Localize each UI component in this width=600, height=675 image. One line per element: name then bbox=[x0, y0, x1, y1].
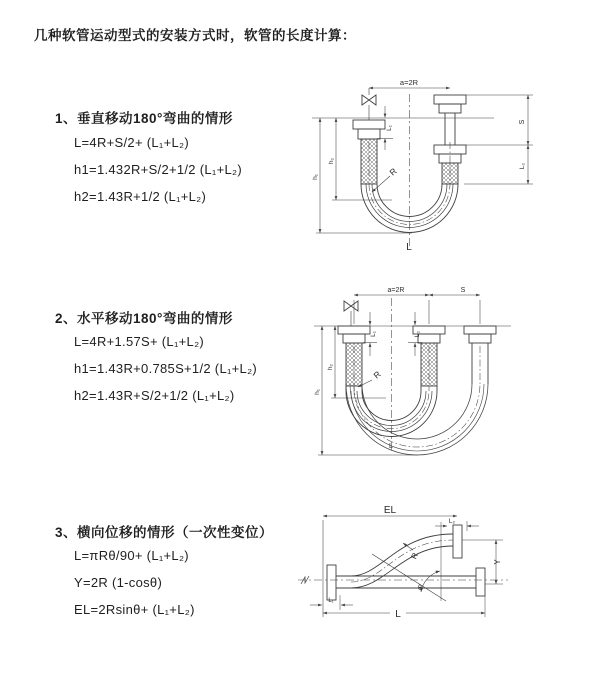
valve-icon bbox=[344, 301, 358, 311]
dim-label-y: Y bbox=[493, 559, 502, 565]
dim-label-theta: θ bbox=[418, 585, 422, 592]
hose-assembly bbox=[298, 522, 508, 601]
dim-label-r: R bbox=[371, 368, 383, 381]
section-2-formula-h1: h1=1.43R+0.785S+1/2 (L₁+L₂) bbox=[74, 361, 258, 376]
hose-assembly bbox=[312, 88, 494, 246]
lower-right-flange bbox=[476, 568, 485, 596]
section-3-heading: 3、横向位移的情形（一次性变位） bbox=[55, 525, 274, 540]
radius-construction-line bbox=[372, 554, 446, 601]
dim-label-l: L bbox=[389, 443, 393, 450]
dim-label-r: R bbox=[387, 165, 399, 178]
dim-label-l2: L₂ bbox=[414, 330, 421, 338]
dimension-lines bbox=[316, 88, 533, 233]
hose-assembly bbox=[314, 298, 511, 455]
dimension-lines bbox=[310, 516, 503, 617]
section-1-formula-h1: h1=1.432R+S/2+1/2 (L₁+L₂) bbox=[74, 162, 242, 177]
diagram-horizontal-180-bend bbox=[306, 276, 600, 468]
theta-angle-arc bbox=[421, 571, 440, 592]
upper-right-flange bbox=[453, 525, 462, 558]
dim-label-el: EL bbox=[383, 505, 397, 516]
dim-label-l1: L₁ bbox=[370, 331, 377, 337]
section-1-heading: 1、垂直移动180°弯曲的情形 bbox=[55, 111, 233, 126]
left-flange bbox=[327, 565, 336, 600]
dim-label-l2: L₂ bbox=[448, 518, 456, 525]
dim-label-s: S bbox=[519, 119, 526, 125]
diagram-lateral-displacement bbox=[294, 498, 600, 652]
dim-label-h1: h₁ bbox=[314, 389, 321, 395]
dim-label-l: L bbox=[406, 242, 412, 253]
dim-label-l2: L₂ bbox=[519, 162, 526, 170]
hose-centerline bbox=[354, 346, 480, 447]
section-2-heading: 2、水平移动180°弯曲的情形 bbox=[55, 311, 233, 326]
section-1-formula-L: L=4R+S/2+ (L₁+L₂) bbox=[74, 135, 189, 150]
dim-label-h1: h₁ bbox=[312, 174, 319, 180]
dim-label-r: R bbox=[409, 551, 421, 561]
section-3-formula-EL: EL=2Rsinθ+ (L₁+L₂) bbox=[74, 602, 195, 617]
dim-label-h2: h₂ bbox=[327, 363, 334, 371]
diagram-vertical-180-bend bbox=[306, 72, 600, 258]
section-2-formula-L: L=4R+1.57S+ (L₁+L₂) bbox=[74, 334, 205, 349]
valve-icon bbox=[362, 95, 376, 105]
dim-label-l1: L₁ bbox=[328, 598, 334, 604]
straight-pipe bbox=[336, 576, 476, 588]
u-bend-arcs-moved bbox=[346, 346, 488, 455]
dim-label-a2r: a=2R bbox=[399, 78, 419, 87]
section-3-formula-L: L=πRθ/90+ (L₁+L₂) bbox=[74, 548, 189, 563]
dim-label-a2r: a=2R bbox=[387, 287, 405, 294]
dim-label-l1: L₁ bbox=[386, 125, 393, 131]
dim-label-s: S bbox=[460, 287, 466, 294]
section-1-formula-h2: h2=1.43R+1/2 (L₁+L₂) bbox=[74, 189, 207, 204]
section-2-formula-h2: h2=1.43R+S/2+1/2 (L₁+L₂) bbox=[74, 388, 235, 403]
dim-label-h2: h₂ bbox=[328, 157, 335, 165]
dim-label-l: L bbox=[395, 609, 401, 620]
page-title: 几种软管运动型式的安装方式时，软管的长度计算： bbox=[34, 28, 356, 43]
section-3-formula-Y: Y=2R (1-cosθ) bbox=[74, 575, 163, 590]
